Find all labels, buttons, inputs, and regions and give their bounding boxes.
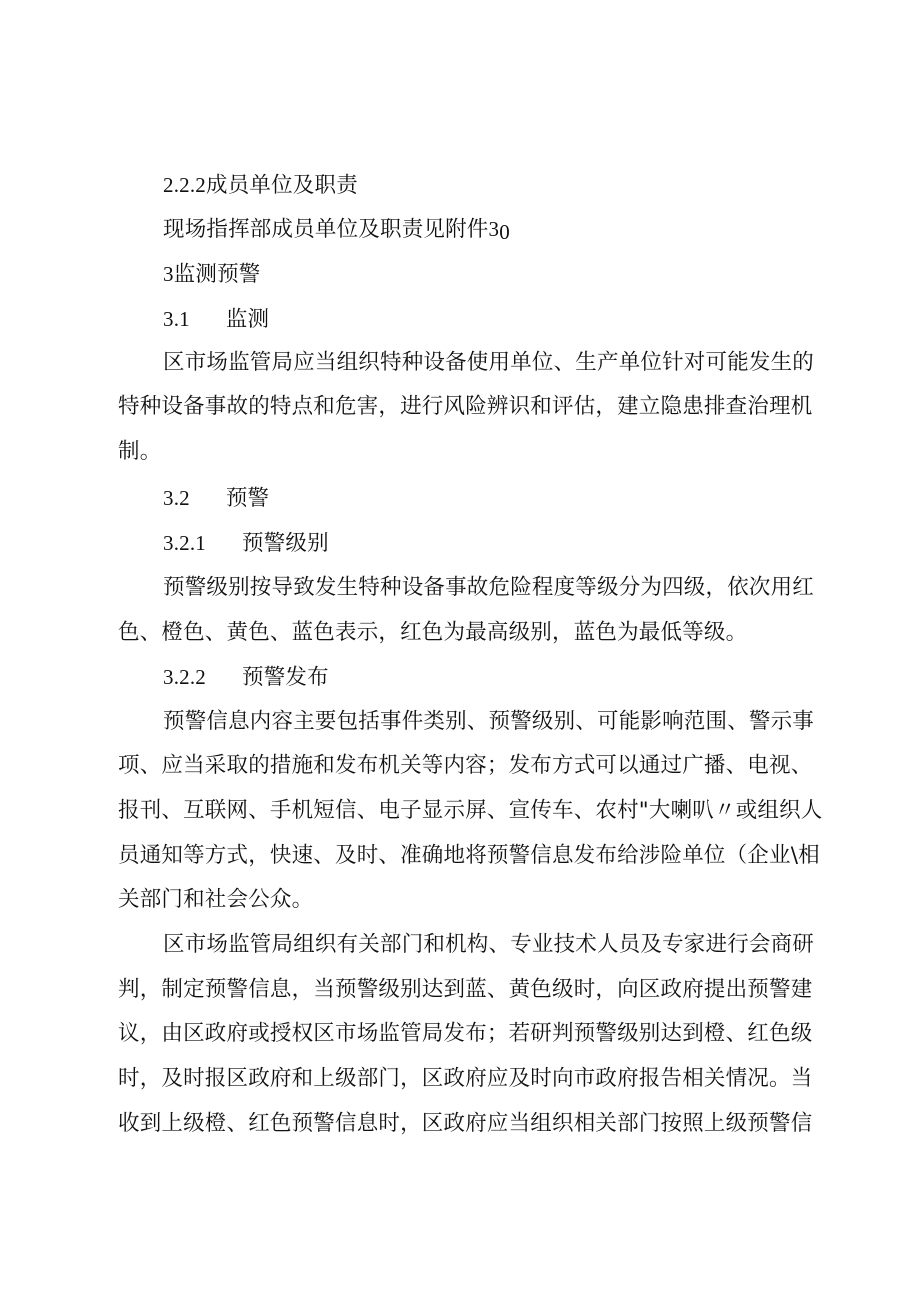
heading-2-2-2 bbox=[163, 172, 358, 199]
heading-number: 3.2.2 bbox=[163, 665, 206, 689]
publish-paragraph-line: 员通知等方式，快速、及时、准确地将预警信息发布给涉险单位（企业\相 bbox=[118, 843, 820, 868]
study-paragraph-line: 时，及时报区政府和上级部门，区政府应及时向市政府报告相关情况。当 bbox=[118, 1066, 813, 1091]
heading-title: 预警级别 bbox=[242, 531, 329, 556]
study-paragraph-line: 判，制定预警信息，当预警级别达到蓝、黄色级时，向区政府提出预警建 bbox=[118, 977, 813, 1002]
members-appendix-number: 3 bbox=[488, 217, 500, 241]
heading-3-1 bbox=[163, 306, 269, 333]
heading-3-2-2 bbox=[163, 664, 329, 691]
heading-title: 监测 bbox=[225, 307, 270, 332]
publish-paragraph-line: 项、应当采取的措施和发布机关等内容；发布方式可以通过广播、电视、 bbox=[118, 753, 813, 778]
heading-number: 2.2.2 bbox=[163, 173, 206, 197]
heading-3-2-1 bbox=[163, 530, 329, 557]
members-text: 现场指挥部成员单位及职责见附件 bbox=[163, 217, 489, 242]
heading-number: 3.1 bbox=[163, 307, 190, 331]
heading-3-2 bbox=[163, 485, 269, 512]
members-paragraph bbox=[163, 216, 510, 243]
study-paragraph-line: 收到上级橙、红色预警信息时，区政府应当组织相关部门按照上级预警信 bbox=[118, 1111, 813, 1136]
heading-number: 3.2 bbox=[163, 486, 190, 510]
heading-title: 预警 bbox=[225, 486, 270, 511]
heading-number: 3 bbox=[163, 262, 174, 286]
monitor-paragraph-line: 特种设备事故的特点和危害，进行风险辨识和评估，建立隐患排查治理机 bbox=[118, 394, 813, 419]
monitor-paragraph-line: 区市场监管局应当组织特种设备使用单位、生产单位针对可能发生的 bbox=[163, 350, 815, 375]
monitor-paragraph-line: 制。 bbox=[118, 439, 162, 464]
heading-title: 预警发布 bbox=[242, 665, 329, 690]
publish-paragraph-line: 关部门和社会公众。 bbox=[118, 887, 314, 912]
level-paragraph-line: 色、橙色、黄色、蓝色表示，红色为最高级别，蓝色为最低等级。 bbox=[118, 620, 748, 645]
level-paragraph-line: 预警级别按导致发生特种设备事故危险程度等级分为四级，依次用红 bbox=[163, 575, 815, 600]
members-appendix-subscript: 0 bbox=[499, 220, 510, 244]
publish-paragraph-line: 报刊、互联网、手机短信、电子显示屏、宣传车、农村"大喇叭〃或组织人 bbox=[118, 798, 823, 823]
heading-3 bbox=[163, 261, 261, 288]
study-paragraph-line: 议，由区政府或授权区市场监管局发布；若研判预警级别达到橙、红色级 bbox=[118, 1021, 813, 1046]
study-paragraph-line: 区市场监管局组织有关部门和机构、专业技术人员及专家进行会商研 bbox=[163, 932, 815, 957]
heading-title: 成员单位及职责 bbox=[206, 173, 358, 198]
heading-number: 3.2.1 bbox=[163, 531, 206, 555]
publish-paragraph-line: 预警信息内容主要包括事件类别、预警级别、可能影响范围、警示事 bbox=[163, 709, 815, 734]
heading-title: 监测预警 bbox=[173, 262, 261, 287]
